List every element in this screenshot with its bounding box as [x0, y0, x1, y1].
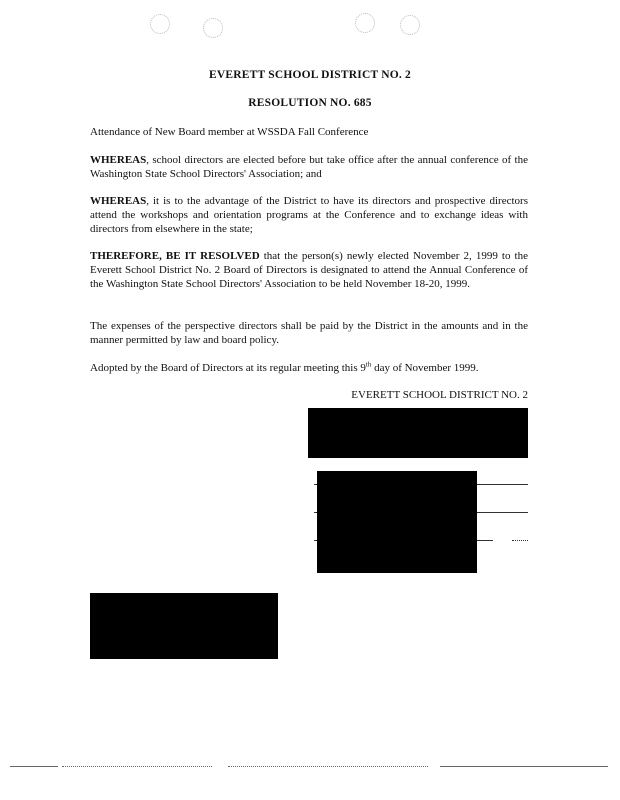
scan-edge-line — [62, 766, 212, 767]
signature-line — [477, 484, 528, 485]
resolved-paragraph — [90, 249, 528, 291]
punch-hole-mark — [355, 13, 375, 33]
scan-edge-line — [440, 766, 608, 767]
punch-hole-mark — [150, 14, 170, 34]
whereas-paragraph-2 — [90, 194, 528, 236]
district-heading: EVERETT SCHOOL DISTRICT NO. 2 — [209, 69, 411, 81]
redacted-signature-block — [308, 408, 528, 458]
scan-edge-line — [10, 766, 58, 767]
resolved-text: that the person(s) newly elected November 2, 1999 to the Everett School District No. 2 Board of Directors is designated to attend the Annual Conference of the Washington State School Directors' Association to be held November 18-20, 1999. — [90, 250, 528, 290]
signature-district-title: EVERETT SCHOOL DISTRICT NO. 2 — [351, 389, 528, 401]
redacted-attest-block — [90, 593, 278, 659]
whereas-lead-1: WHEREAS — [90, 154, 147, 166]
adopted-text-post: day of November 1999. — [371, 362, 479, 374]
resolution-heading: RESOLUTION NO. 685 — [248, 97, 372, 109]
resolved-lead: THEREFORE, BE IT RESOLVED — [90, 250, 260, 262]
whereas-text-1: , school directors are elected before but take office after the annual conference of the Washington State School Directors' Association; and — [90, 154, 528, 180]
expenses-paragraph: The expenses of the perspective directors shall be paid by the District in the amounts and in the manner permitted by law and board policy. — [90, 320, 528, 346]
whereas-lead-2: WHEREAS — [90, 195, 147, 207]
signature-line — [314, 484, 317, 485]
punch-hole-mark — [400, 15, 420, 35]
signature-line — [477, 512, 528, 513]
signature-line — [314, 512, 317, 513]
adopted-ordinal: th — [365, 360, 372, 369]
whereas-paragraph-1 — [90, 153, 528, 181]
subject-line: Attendance of New Board member at WSSDA Fall Conference — [90, 126, 369, 138]
adopted-text-pre: Adopted by the Board of Directors at its regular meeting this 9 — [90, 362, 366, 374]
scan-edge-line — [228, 766, 428, 767]
punch-hole-mark — [203, 18, 223, 38]
adopted-paragraph — [90, 361, 528, 375]
redacted-signature-block — [317, 471, 477, 573]
signature-line — [477, 540, 493, 541]
signature-line — [314, 540, 317, 541]
whereas-text-2: , it is to the advantage of the District to have its directors and prospective directors attend the workshops and orientation programs at the Conference and to exchange ideas with directors from elsewhere in the state; — [90, 195, 528, 235]
signature-line — [512, 540, 528, 541]
